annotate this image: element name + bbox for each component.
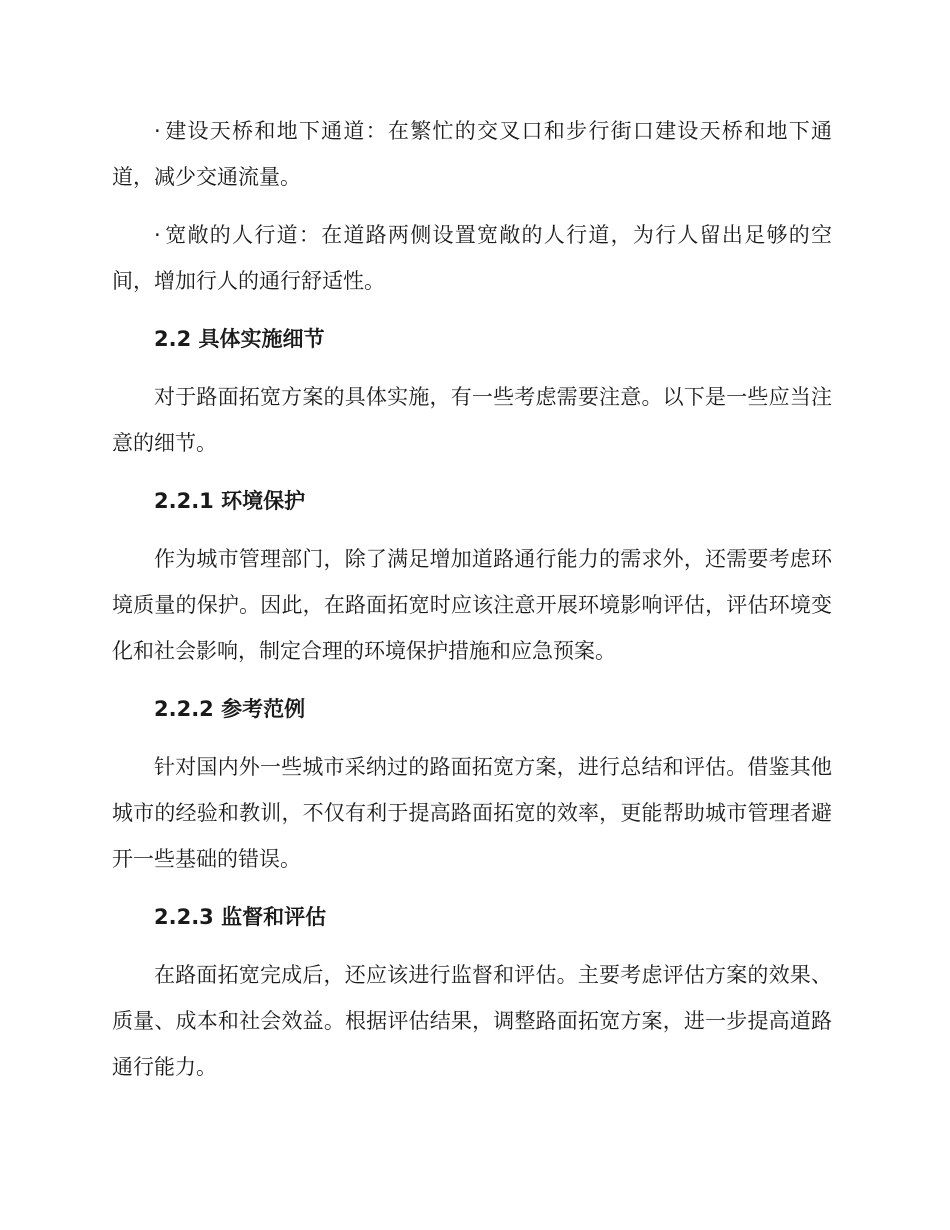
document-page <box>112 108 832 1102</box>
section-heading-2-2: 2.2 具体实施细节 <box>154 327 325 351</box>
bullet-marker: · <box>154 119 161 143</box>
bullet-item-overpass <box>112 108 832 200</box>
paragraph-2-2: 对于路面拓宽方案的具体实施，有一些考虑需要注意。以下是一些应当注意的细节。 <box>112 385 832 455</box>
section-heading-2-2-1: 2.2.1 环境保护 <box>154 489 306 513</box>
paragraph-2-2-3: 在路面拓宽完成后，还应该进行监督和评估。主要考虑评估方案的效果、质量、成本和社会效益。根据评估结果，调整路面拓宽方案，进一步提高道路通行能力。 <box>112 963 832 1079</box>
bullet-text: 建设天桥和地下通道：在繁忙的交叉口和步行街口建设天桥和地下通道，减少交通流量。 <box>112 119 832 189</box>
bullet-item-sidewalk <box>112 212 832 304</box>
bullet-marker: · <box>154 223 161 247</box>
section-heading-2-2-2: 2.2.2 参考范例 <box>154 697 306 721</box>
paragraph-2-2-2: 针对国内外一些城市采纳过的路面拓宽方案，进行总结和评估。借鉴其他城市的经验和教训，不仅有利于提高路面拓宽的效率，更能帮助城市管理者避开一些基础的错误。 <box>112 755 832 871</box>
bullet-text: 宽敞的人行道：在道路两侧设置宽敞的人行道，为行人留出足够的空间，增加行人的通行舒适性。 <box>112 223 832 293</box>
paragraph-2-2-1: 作为城市管理部门，除了满足增加道路通行能力的需求外，还需要考虑环境质量的保护。因此，在路面拓宽时应该注意开展环境影响评估，评估环境变化和社会影响，制定合理的环境保护措施和应急预案。 <box>112 547 832 663</box>
section-heading-2-2-3: 2.2.3 监督和评估 <box>154 905 327 929</box>
